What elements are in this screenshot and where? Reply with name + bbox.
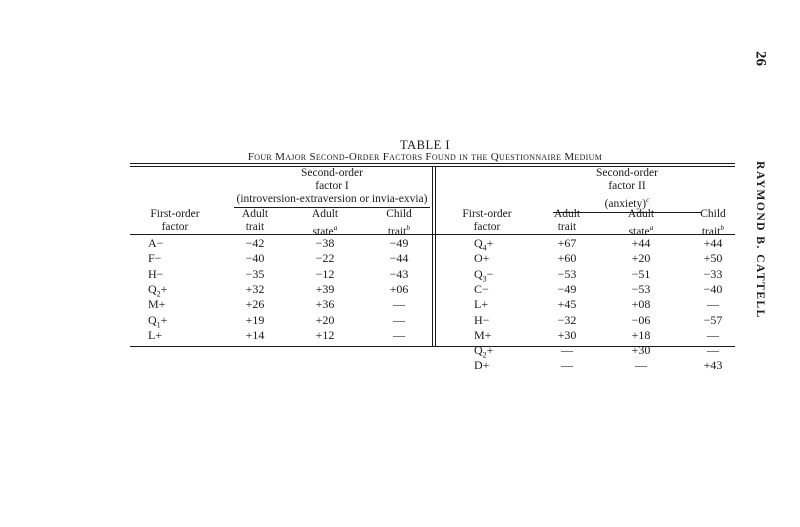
factor-sign: −	[486, 266, 494, 281]
factor-subscript: 2	[482, 350, 487, 360]
right-factor-cell	[474, 297, 488, 312]
factor-sign: +	[486, 343, 494, 358]
factor-one-heading-line2: factor I	[315, 180, 349, 192]
left-factor-cell	[148, 236, 163, 251]
right-adult-state-cell: +30	[631, 343, 651, 358]
right-child-trait-cell: −57	[703, 312, 723, 327]
factor-subscript: 2	[156, 289, 161, 299]
right-adult-state-column-header: Adult state$^a$	[627, 208, 655, 238]
factor-sign: +	[160, 312, 168, 327]
running-head: RAYMOND B. CATTELL	[754, 161, 766, 319]
factor-subscript: 4	[482, 243, 487, 253]
right-adult-state-cell: +08	[631, 297, 651, 312]
right-child-trait-column-header: Child trait$^b$	[700, 208, 726, 238]
left-child-trait-cell: —	[393, 312, 405, 327]
factor-one-heading	[234, 167, 430, 208]
left-factor-cell	[148, 267, 163, 282]
factor-letter: Q	[474, 343, 483, 358]
left-child-trait-column-header: Child trait$^b$	[386, 208, 412, 238]
right-child-trait-cell: −40	[703, 281, 723, 296]
right-adult-trait-cell: +45	[557, 297, 577, 312]
factor-letter: Q	[474, 266, 483, 281]
factor-two-heading-line3: (anxiety)$^c$	[553, 193, 701, 213]
right-adult-trait-cell: +30	[557, 327, 577, 342]
right-adult-trait-cell: +67	[557, 236, 577, 250]
right-adult-state-cell: −53	[631, 281, 651, 296]
left-adult-trait-cell: +19	[245, 312, 265, 327]
factor-letter: H−	[474, 312, 490, 327]
table-divider	[432, 166, 433, 346]
left-adult-state-cell: −12	[315, 266, 335, 281]
right-child-trait-cell: +44	[703, 236, 723, 250]
right-child-trait-cell: +43	[703, 358, 723, 373]
right-adult-trait-cell: −53	[557, 266, 577, 281]
left-child-trait-cell: −43	[389, 266, 409, 281]
factor-one-heading-line3: (introversion-extraversion or invia-exvia)	[234, 193, 430, 208]
right-adult-trait-cell: −32	[557, 312, 577, 327]
factor-letter: C−	[474, 281, 489, 296]
left-adult-state-cell: −22	[315, 251, 335, 266]
left-adult-trait-cell: +26	[245, 297, 265, 312]
left-adult-state-cell: +36	[315, 297, 335, 312]
right-adult-trait-cell: —	[561, 343, 573, 358]
right-adult-state-cell: +44	[631, 236, 651, 250]
left-child-trait-cell: —	[393, 297, 405, 312]
factor-letter: F−	[148, 251, 162, 266]
left-adult-state-cell: +39	[315, 281, 335, 296]
right-factor-cell	[474, 328, 491, 343]
right-child-trait-cell: —	[707, 327, 719, 342]
factor-two-heading-line2: factor II	[608, 180, 646, 192]
left-adult-trait-cell: +14	[245, 327, 265, 342]
factor-letter: Q	[148, 312, 157, 327]
right-adult-state-cell: −51	[631, 266, 651, 281]
page-number: 26	[752, 51, 769, 66]
right-adult-state-cell: +20	[631, 251, 651, 266]
right-adult-state-cell: −06	[631, 312, 651, 327]
left-child-trait-cell: −44	[389, 251, 409, 266]
factor-letter: M+	[474, 327, 492, 342]
right-factor-cell	[474, 358, 489, 373]
right-factor-cell	[474, 313, 489, 328]
right-adult-trait-cell: —	[561, 358, 573, 373]
left-factor-column-header: First-order factor	[150, 208, 200, 233]
factor-sign: +	[160, 281, 168, 296]
right-factor-column-header: First-order factor	[462, 208, 512, 233]
factor-sign: +	[486, 236, 494, 250]
left-child-trait-cell: —	[393, 327, 405, 342]
left-adult-trait-cell: −40	[245, 251, 265, 266]
factor-two-heading-line1: Second-order	[596, 167, 658, 179]
left-adult-state-cell: −38	[315, 236, 335, 250]
left-factor-cell	[148, 297, 165, 312]
right-child-trait-cell: —	[707, 297, 719, 312]
right-child-trait-cell: —	[707, 343, 719, 358]
factor-letter: D+	[474, 358, 490, 373]
factor-letter: O+	[474, 251, 490, 266]
left-adult-state-cell: +20	[315, 312, 335, 327]
right-child-trait-cell: −33	[703, 266, 723, 281]
table-top-rule	[130, 163, 735, 164]
factor-letter: Q	[474, 236, 483, 250]
right-factor-cell	[474, 251, 489, 266]
left-child-trait-cell: −49	[389, 236, 409, 250]
right-adult-trait-cell: +60	[557, 251, 577, 266]
factor-letter: A−	[148, 236, 164, 250]
factor-letter: Q	[148, 281, 157, 296]
factor-letter: L+	[148, 327, 163, 342]
factor-subscript: 3	[482, 273, 487, 283]
factor-letter: H−	[148, 266, 164, 281]
factor-letter: L+	[474, 297, 489, 312]
left-child-trait-cell: +06	[389, 281, 409, 296]
table-title: TABLE I	[399, 138, 451, 152]
factor-one-heading-line1: Second-order	[301, 167, 363, 179]
left-adult-trait-cell: −35	[245, 266, 265, 281]
left-adult-state-cell: +12	[315, 327, 335, 342]
left-adult-trait-cell: +32	[245, 281, 265, 296]
left-adult-state-column-header: Adult state$^a$	[311, 208, 339, 238]
left-adult-trait-column-header: Adult trait	[241, 208, 269, 233]
left-adult-trait-cell: −42	[245, 236, 265, 250]
right-adult-trait-column-header: Adult trait	[553, 208, 581, 233]
right-child-trait-cell: +50	[703, 251, 723, 266]
table-divider-inner	[435, 166, 436, 346]
left-factor-cell	[148, 328, 162, 343]
right-adult-trait-cell: −49	[557, 281, 577, 296]
table-caption: Four Major Second-Order Factors Found in the Questionnaire Medium	[247, 151, 603, 163]
factor-subscript: 1	[156, 319, 161, 329]
factor-two-heading	[553, 167, 701, 213]
right-factor-cell	[474, 282, 489, 297]
left-factor-cell	[148, 251, 161, 266]
factor-letter: M+	[148, 297, 166, 312]
right-adult-state-cell: +18	[631, 327, 651, 342]
right-adult-state-cell: —	[635, 358, 647, 373]
